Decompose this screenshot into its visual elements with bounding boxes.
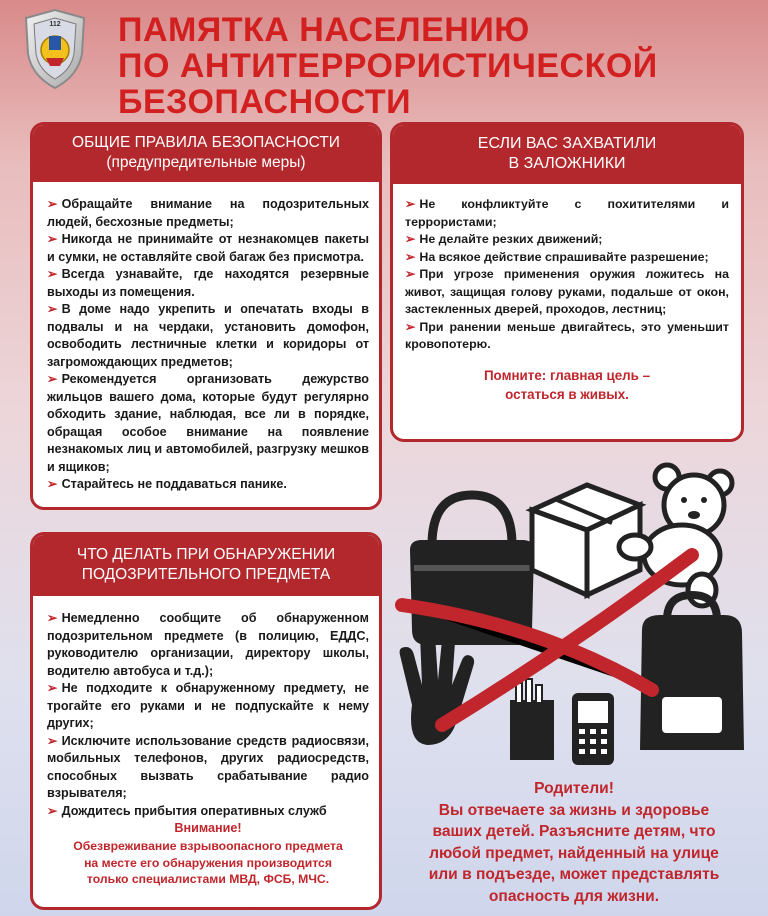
title-line-2: ПО АНТИТЕРРОРИСТИЧЕСКОЙ: [118, 47, 658, 85]
bullet-arrow-icon: ➢: [47, 477, 58, 491]
general-rules-heading: ОБЩИЕ ПРАВИЛА БЕЗОПАСНОСТИ (предупредительные меры): [33, 125, 379, 182]
hostage-card: [390, 122, 744, 442]
suspicious-object-card: [30, 532, 382, 910]
parents-message: Родители! Вы отвечаете за жизнь и здоровье ваших детей. Разъясните детям, что любой предмет, найденный на улице или в подъезде, может представлять опасность для жизни.: [428, 780, 720, 905]
bullet-arrow-icon: ➢: [405, 249, 416, 264]
backpack-icon: [640, 595, 744, 750]
hostage-heading: ЕСЛИ ВАС ЗАХВАТИЛИ В ЗАЛОЖНИКИ: [393, 125, 741, 184]
bullet-arrow-icon: ➢: [405, 197, 416, 211]
list-item: ➢ Никогда не принимайте от незнакомцев пакеты и сумки, не оставляйте свой багаж без присмотра.: [47, 232, 369, 264]
mobile-phone-icon: [572, 693, 614, 765]
bullet-arrow-icon: ➢: [47, 611, 58, 625]
warning-text: Обезвреживание взрывоопасного предмета на месте его обнаружения производится только специалистами МВД, ФСБ, МЧС.: [73, 839, 343, 886]
forbidden-items-illustration: [392, 455, 752, 773]
bullet-arrow-icon: ➢: [47, 197, 58, 211]
hostage-list: [393, 184, 741, 410]
list-item: ➢ На всякое действие спрашивайте разрешение;: [405, 249, 709, 264]
cigarettes-icon: [510, 679, 554, 760]
list-item: ➢ Рекомендуется организовать дежурство жильцов вашего дома, которые будут регулярно обходить здание, наблюдая, все ли в порядке, обращая особое внимание на появление незнакомых лиц и автомобилей, разгрузку мешков и ящиков;: [47, 372, 369, 474]
teddy-bear-icon: [619, 465, 732, 606]
general-rules-card: [30, 122, 382, 510]
bullet-arrow-icon: ➢: [47, 372, 58, 386]
bullet-arrow-icon: ➢: [47, 302, 58, 316]
page-title: [118, 12, 758, 120]
title-line-1: ПАМЯТКА НАСЕЛЕНИЮ: [118, 11, 530, 49]
list-item: ➢ Не подходите к обнаруженному предмету, не трогайте его руками и не подпускайте к нему других;: [47, 681, 369, 730]
list-item: ➢ Обращайте внимание на подозрительных людей, бесхозные предметы;: [47, 197, 369, 229]
bullet-arrow-icon: ➢: [47, 267, 58, 281]
general-rules-list: [33, 182, 379, 502]
bullet-arrow-icon: ➢: [47, 232, 58, 246]
bullet-arrow-icon: ➢: [47, 803, 58, 818]
hostage-note: Помните: главная цель – остаться в живых.: [483, 367, 651, 402]
list-item: ➢ Не делайте резких движений;: [405, 232, 603, 246]
list-item: ➢ Дождитесь прибытия оперативных служб: [47, 803, 327, 818]
list-item: ➢ При ранении меньше двигайтесь, это уменьшит кровопотерю.: [405, 319, 729, 351]
suspicious-list: [33, 596, 379, 896]
emblem-number: 112: [49, 21, 61, 28]
shield-emblem-icon: [22, 8, 88, 90]
bullet-arrow-icon: ➢: [47, 733, 58, 748]
bullet-arrow-icon: ➢: [405, 232, 416, 246]
list-item: ➢ При угрозе применения оружия ложитесь на живот, защищая голову руками, подальше от окон, застекленных дверей, проходов, лестниц;: [405, 267, 729, 316]
bullet-arrow-icon: ➢: [405, 267, 416, 281]
list-item: ➢ Исключите использование средств радиосвязи, мобильных телефонов, других радиосредств, способных вызвать срабатывание радио взрывателя;: [47, 733, 369, 800]
bullet-arrow-icon: ➢: [47, 681, 58, 695]
list-item: ➢ Старайтесь не поддаваться панике.: [47, 477, 287, 491]
attention-label: Внимание!: [174, 821, 242, 835]
suspicious-heading: ЧТО ДЕЛАТЬ ПРИ ОБНАРУЖЕНИИ ПОДОЗРИТЕЛЬНОГО ПРЕДМЕТА: [33, 535, 379, 596]
list-item: ➢ Не конфликтуйте с похитителями и террористами;: [405, 197, 729, 229]
list-item: ➢ Всегда узнавайте, где находятся резервные выходы из помещения.: [47, 267, 369, 299]
title-line-3: БЕЗОПАСНОСТИ: [118, 83, 412, 121]
list-item: ➢ В доме надо укрепить и опечатать входы в подвалы и на чердаки, установить домофон, освободить лестничные клетки и коридоры от загромождающих предметов;: [47, 302, 369, 369]
list-item: ➢ Немедленно сообщите об обнаруженном подозрительном предмете (в полицию, ЕДДС, руководителю организации, директору школы, водителю автобуса и т.д.);: [47, 611, 369, 678]
bullet-arrow-icon: ➢: [405, 319, 416, 334]
